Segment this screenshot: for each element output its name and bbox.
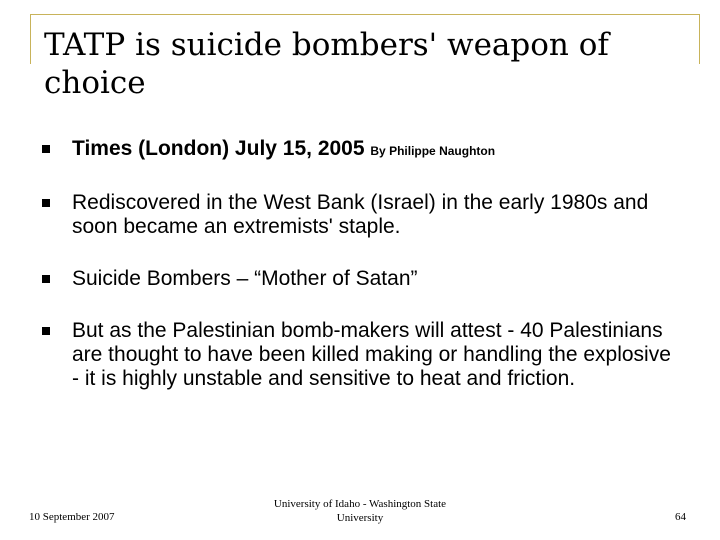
frame-right-line — [699, 14, 700, 64]
bullet-list — [42, 137, 682, 391]
bullet-item — [42, 137, 682, 163]
bullet-text: Rediscovered in the West Bank (Israel) in the early 1980s and soon became an extremists' staple. — [72, 191, 649, 238]
bullet-item — [42, 191, 682, 239]
footer-org-line-2: University — [336, 512, 384, 524]
bullet-item — [42, 267, 682, 291]
bullet-text: But as the Palestinian bomb-makers will attest - 40 Palestinians are thought to have been killed making or handling the explosive - it is highly unstable and sensitive to heat and friction. — [72, 319, 671, 390]
frame-top-line — [30, 14, 700, 15]
square-bullet-icon — [42, 327, 50, 335]
bullet-text: Suicide Bombers – “Mother of Satan” — [72, 267, 418, 290]
square-bullet-icon — [42, 199, 50, 207]
footer-org-line-1: University of Idaho - Washington State — [273, 498, 447, 510]
slide-title: TATP is suicide bombers' weapon of choice — [44, 27, 609, 101]
square-bullet-icon — [42, 275, 50, 283]
footer-page-number: 64 — [675, 511, 686, 523]
bullet-source: Times (London) July 15, 2005 — [72, 137, 365, 160]
bullet-item — [42, 319, 682, 391]
footer-date: 10 September 2007 — [29, 511, 115, 523]
square-bullet-icon — [42, 145, 50, 153]
footer-organization — [250, 497, 470, 525]
frame-left-line — [30, 14, 31, 64]
bullet-byline: By Philippe Naughton — [370, 144, 496, 158]
